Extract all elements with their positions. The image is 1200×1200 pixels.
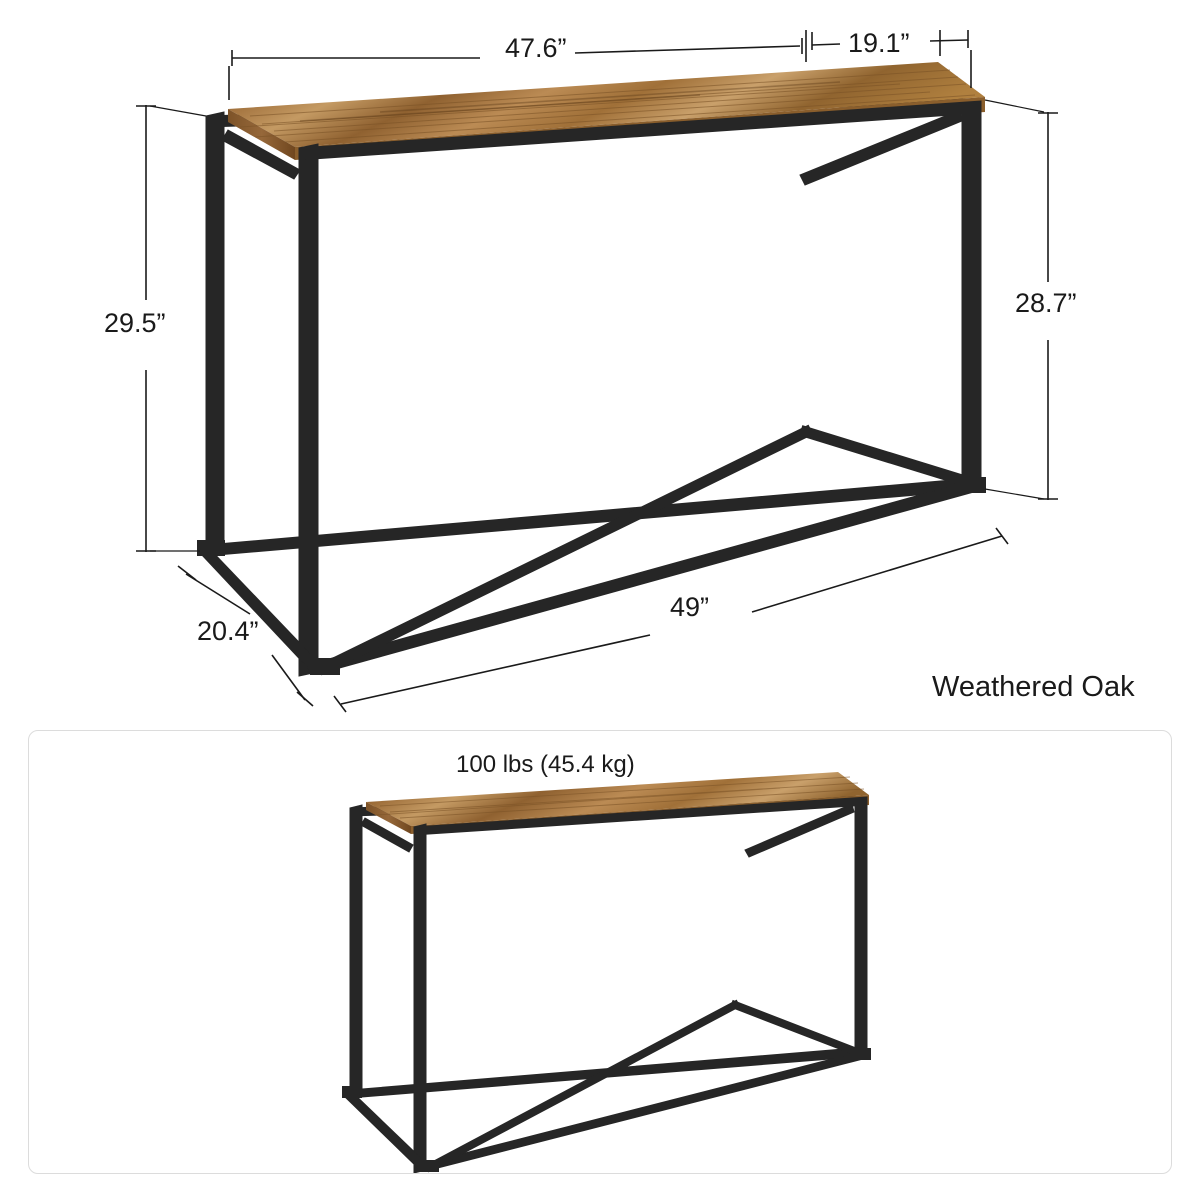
dimension-label-left-height: 29.5” [104, 308, 166, 338]
dimension-label-base-width: 49” [670, 592, 710, 622]
weight-capacity-label: 100 lbs (45.4 kg) [456, 751, 635, 778]
table-floor-stretchers [324, 432, 975, 668]
dimension-label-base-depth: 20.4” [197, 616, 259, 646]
dimension-label-top-depth: 19.1” [848, 28, 910, 58]
dimension-label-right-height: 28.7” [1015, 288, 1077, 318]
finish-name-label: Weathered Oak [932, 671, 1135, 703]
detail-panel [28, 730, 1172, 1174]
table-frame-back [206, 92, 981, 556]
main-table-illustration [197, 62, 986, 676]
table-frame-front [200, 101, 981, 676]
dimension-label-top-width: 47.6” [505, 33, 567, 63]
